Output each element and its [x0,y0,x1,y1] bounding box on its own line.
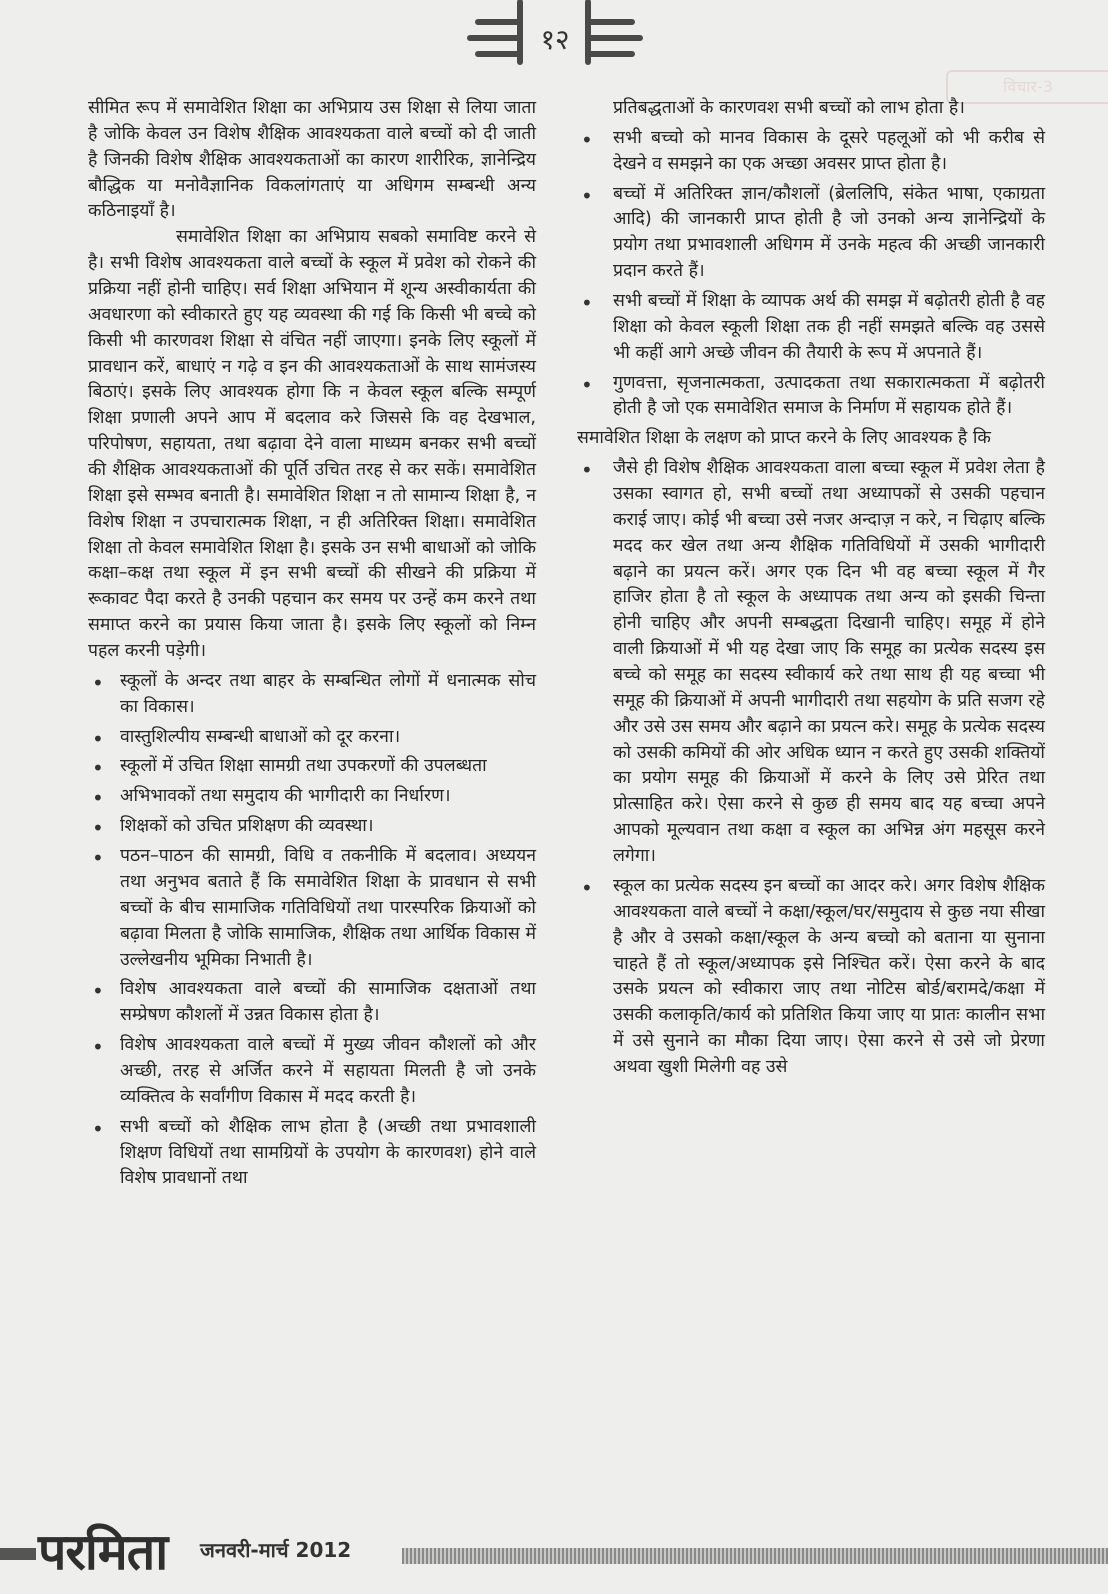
bullet-icon: • [92,786,104,811]
bullet-icon: • [581,127,593,152]
footer-rule-left [0,1548,36,1560]
list-item: • जैसे ही विशेष शैक्षिक आवश्यकता वाला बच्चा स्कूल में प्रवेश लेता है उसका स्वागत हो, सभी बच्चों तथा अध्यापकों से उसकी पहचान कराई जाए। कोई भी बच्चा उसे नजर अन्दाज़ न करे, न चिढ़ाए बल्कि मदद कर खेल तथा अन्य शैक्षिक गतिविधियों में उसकी भागीदारी बढ़ाने का प्रयत्न करें। अगर एक दिन भी वह बच्चा स्कूल में गैर हाजिर होता है तो स्कूल के अध्यापक तथा अन्य को इसकी चिन्ता होनी चाहिए और अपनी सम्बद्धता दिखानी चाहिए। समूह में होने वाली क्रियाओं में भी यह देखा जाए कि समूह का प्रत्येक सदस्य इस बच्चे को समूह का सदस्य स्वीकार्य करे तथा साथ ही यह बच्चा भी समूह की क्रियाओं में अपनी भागीदारी तथा सहयोग के प्रति सजग रहे और उसे उस समय और बढ़ाने का प्रयत्न करे। समूह के प्रत्येक सदस्य को उसकी कमियों की ओर अधिक ध्यान न करते हुए उसकी शक्तियों का प्रयोग समूह की क्रियाओं में करने के लिए उसे प्रेरित तथा प्रोत्साहित करे। ऐसा करने से कुछ ही समय बाद यह बच्चा अपने आपको मूल्यवान तथा कक्षा व स्कूल का अभिन्न अंग महसूस करने लगेगा। [581,458,1045,867]
right-column [577,96,1045,1085]
footer-rule [402,1548,1108,1564]
bullet-icon: • [581,183,593,208]
list-item: • स्कूलों के अन्दर तथा बाहर के सम्बन्धित लोगों में धनात्मक सोच का विकास। [92,670,536,717]
list-item: • गुणवत्ता, सृजनात्मकता, उत्पादकता तथा सकारात्मकता में बढ़ोतरी होती है जो एक समावेशित समाज के निर्माण में सहायक होते हैं। [581,372,1045,419]
magazine-brand: परमिता [38,1523,168,1581]
left-column [88,96,536,1196]
bullet-icon: • [581,291,593,316]
paragraph: सीमित रूप में समावेशित शिक्षा का अभिप्राय उस शिक्षा से लिया जाता है जोकि केवल उन विशेष शैक्षिक आवश्यकता वाले बच्चों को दी जाती है जिनकी विशेष शैक्षिक आवश्यकताओं का कारण शारीरिक, ज्ञानेन्द्रिय बौद्धिक या मनोवैज्ञानिक विकलांगताएं या अधिगम सम्बन्धी अन्य कठिनाइयाँ है। [88,98,536,222]
paragraph: समावेशित शिक्षा का अभिप्राय सबको समाविष्ट करने से है। सभी विशेष आवश्यकता वाले बच्चों के स्कूल में प्रवेश को रोकने की प्रक्रिया नहीं होनी चाहिए। सर्व शिक्षा अभियान में शून्य अस्वीकार्यता की अवधारणा को स्वीकारते हुए यह व्यवस्था की गई कि किसी भी बच्चे को किसी भी कारणवश शिक्षा से वंचित नहीं जाएगा। इनके लिए स्कूलों में प्रावधान करें, बाधाएं न गढ़े व इन की आवश्यकताओं के साथ सामंजस्य बिठाएं। इसके लिए आवश्यक होगा कि न केवल स्कूल बल्कि सम्पूर्ण शिक्षा प्रणाली अपने आप में बदलाव करे जिससे कि वह देखभाल, परिपोषण, सहायता, तथा बढ़ावा देने वाला माध्यम बनकर सभी बच्चों की शैक्षिक आवश्यकताओं की पूर्ति उचित तरह से कर सकें। समावेशित शिक्षा इसे सम्भव बनाती है। समावेशित शिक्षा न तो सामान्य शिक्षा है, न विशेष शिक्षा न उपचारात्मक शिक्षा, न ही अतिरिक्त शिक्षा। समावेशित शिक्षा तो केवल समावेशित शिक्षा है। इसके उन सभी बाधाओं को जोकि कक्षा–कक्ष तथा स्कूल में इन सभी बच्चों की सीखने की प्रक्रिया में रूकावट पैदा करते है उनकी पहचान कर समय पर उन्हें कम करने तथा समाप्त करने का प्रयास किया जाता है। इसके लिए स्कूलों को निम्न पहल करनी पड़ेगी। [88,227,536,662]
bullet-icon: • [92,846,104,871]
list-item: • वास्तुशिल्पीय सम्बन्धी बाधाओं को दूर करना। [88,725,536,751]
page-header [0,0,1108,80]
bleed-through-tab: विचार-3 [946,70,1108,104]
list-item: • सभी बच्चों में शिक्षा के व्यापक अर्थ की समझ में बढ़ोतरी होती है वह शिक्षा को केवल स्कूली शिक्षा तक ही नहीं समझते बल्कि वह उससे भी कहीं आगे अच्छे जीवन की तैयारी के रूप में अपनाते हैं। [581,291,1045,363]
bullet-icon: • [92,1035,104,1060]
paragraph-intro: समावेशित शिक्षा के लक्षण को प्राप्त करने के लिए आवश्यक है कि [577,428,991,449]
bullet-icon: • [581,458,593,483]
list-item: • सभी बच्चो को मानव विकास के दूसरे पहलूओं को भी करीब से देखने व समझने का एक अच्छा अवसर प्राप्त होता है। [581,127,1045,174]
list-item: • विशेष आवश्यकता वाले बच्चों में मुख्य जीवन कौशलों को और अच्छी, तरह से अर्जित करने में सहायता मिलती है जो उनके व्यक्तित्व के सर्वांगीण विकास में मदद करती है। [92,1035,536,1107]
bullet-icon: • [92,726,104,751]
list-item: • विशेष आवश्यकता वाले बच्चों की सामाजिक दक्षताओं तथा सम्प्रेषण कौशलों में उन्नत विकास होता है। [92,979,536,1026]
bullet-icon: • [92,756,104,781]
bullet-icon: • [581,372,593,397]
list-item: • पठन–पाठन की सामग्री, विधि व तकनीकि में बदलाव। अध्ययन तथा अनुभव बताते हैं कि समावेशित शिक्षा के प्रावधान से सभी बच्चों के बीच सामाजिक गतिविधियों तथा पारस्परिक क्रियाओं को बढ़ावा मिलता है जोकि सामाजिक, शैक्षिक तथा आर्थिक विकास में उल्लेखनीय भूमिका निभाती है। [92,846,536,970]
bullet-icon: • [581,875,593,900]
bullet-icon: • [92,979,104,1004]
bullet-list [88,669,536,1192]
paragraph-continuation: प्रतिबद्धताओं के कारणवश सभी बच्चों को लाभ होता है। [613,98,965,118]
bullet-list [577,456,1045,1081]
list-item: • शिक्षकों को उचित प्रशिक्षण की व्यवस्था। [88,814,536,840]
list-item: • सभी बच्चों को शैक्षिक लाभ होता है (अच्छी तथा प्रभावशाली शिक्षण विधियों तथा सामग्रियों के उपयोग के कारणवश) होने वाले विशेष प्रावधानों तथा [92,1116,536,1189]
bullet-list [577,126,1045,422]
bullet-icon: • [92,816,104,841]
list-item: • स्कूलों में उचित शिक्षा सामग्री तथा उपकरणों की उपलब्धता [88,754,536,780]
issue-date: जनवरी-मार्च 2012 [200,1538,352,1562]
list-item: • स्कूल का प्रत्येक सदस्य इन बच्चों का आदर करे। अगर विशेष शैक्षिक आवश्यकता वाले बच्चों ने कक्षा/स्कूल/घर/समुदाय से कुछ नया सीखा है और वे उसको कक्षा/स्कूल के अन्य बच्चो को बताना या सुनाना चाहते हैं तो स्कूल/अध्यापक इसे निश्चित करें। ऐसा करने के बाद उसके प्रयत्न को स्वीकारा जाए तथा नोटिस बोर्ड/बरामदे/कक्षा में उसकी कलाकृति/कार्य को प्रतिशित किया जाए या प्रातः कालीन सभा में उसे सुनाने का मौका दिया जाए। ऐसा करने से उसे जो प्रेरणा अथवा खुशी मिलेगी वह उसे [581,875,1045,1077]
list-item: • अभिभावकों तथा समुदाय की भागीदारी का निर्धारण। [88,784,536,810]
page-footer [0,1500,1108,1594]
bullet-icon: • [92,670,104,695]
bullet-icon: • [92,1116,104,1141]
list-item: • बच्चों में अतिरिक्त ज्ञान/कौशलों (ब्रेललिपि, संकेत भाषा, एकाग्रता आदि) की जानकारी प्राप्त होती है जो उनको अन्य ज्ञानेन्द्रियों के प्रयोग तथा प्रभावशाली अधिगम में उनके महत्व की अच्छी जानकारी प्रदान करते हैं। [581,183,1045,282]
page-number: १२ [540,23,570,56]
